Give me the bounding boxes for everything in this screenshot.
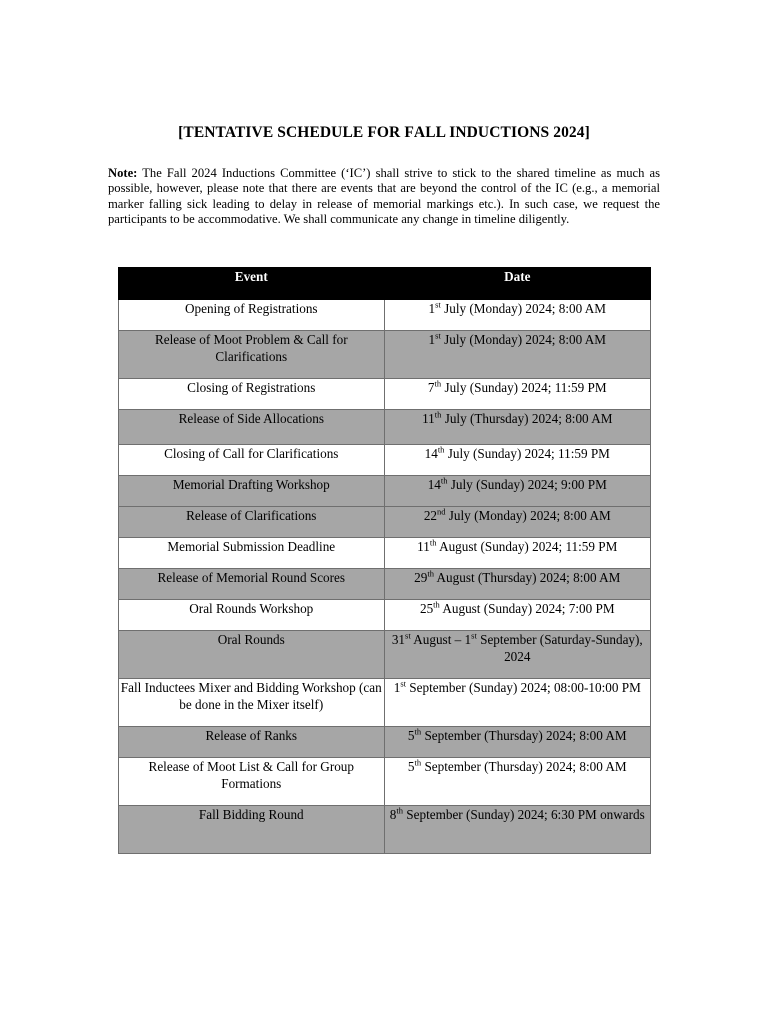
event-cell: Oral Rounds (119, 631, 385, 679)
date-cell: 29th August (Thursday) 2024; 8:00 AM (384, 569, 650, 600)
event-cell: Release of Moot Problem & Call for Clarifications (119, 331, 385, 379)
event-cell: Fall Bidding Round (119, 806, 385, 854)
note-text: The Fall 2024 Inductions Committee (‘IC’) shall strive to stick to the shared timeline as much as possible, however, please note that there are events that are beyond the control of the IC (e.g., a memorial marker falling sick leading to delay in release of memorial markings etc.). In such case, we request the participants to be accommodative. We shall communicate any change in timeline diligently. (108, 166, 660, 226)
date-cell: 8th September (Sunday) 2024; 6:30 PM onwards (384, 806, 650, 854)
event-cell: Memorial Submission Deadline (119, 538, 385, 569)
table-header-row (119, 268, 651, 300)
date-cell: 31st August – 1st September (Saturday-Sunday), 2024 (384, 631, 650, 679)
event-cell: Opening of Registrations (119, 300, 385, 331)
table-row (119, 600, 651, 631)
date-cell: 1st July (Monday) 2024; 8:00 AM (384, 300, 650, 331)
event-cell: Release of Memorial Round Scores (119, 569, 385, 600)
date-cell: 11th August (Sunday) 2024; 11:59 PM (384, 538, 650, 569)
table-row (119, 445, 651, 476)
date-cell: 22nd July (Monday) 2024; 8:00 AM (384, 507, 650, 538)
date-cell: 5th September (Thursday) 2024; 8:00 AM (384, 758, 650, 806)
event-cell: Release of Clarifications (119, 507, 385, 538)
table-row (119, 300, 651, 331)
schedule-table (118, 267, 651, 854)
table-row (119, 538, 651, 569)
event-cell: Closing of Call for Clarifications (119, 445, 385, 476)
table-row (119, 410, 651, 445)
table-row (119, 631, 651, 679)
event-cell: Oral Rounds Workshop (119, 600, 385, 631)
table-row (119, 507, 651, 538)
event-cell: Fall Inductees Mixer and Bidding Workshop (can be done in the Mixer itself) (119, 679, 385, 727)
note-paragraph (108, 166, 660, 227)
event-cell: Release of Ranks (119, 727, 385, 758)
header-event: Event (119, 268, 385, 300)
note-label: Note: (108, 166, 138, 180)
table-row (119, 758, 651, 806)
date-cell: 25th August (Sunday) 2024; 7:00 PM (384, 600, 650, 631)
table-row (119, 679, 651, 727)
date-cell: 14th July (Sunday) 2024; 11:59 PM (384, 445, 650, 476)
date-cell: 1st July (Monday) 2024; 8:00 AM (384, 331, 650, 379)
date-cell: 14th July (Sunday) 2024; 9:00 PM (384, 476, 650, 507)
event-cell: Release of Moot List & Call for Group Formations (119, 758, 385, 806)
event-cell: Closing of Registrations (119, 379, 385, 410)
date-cell: 11th July (Thursday) 2024; 8:00 AM (384, 410, 650, 445)
table-row (119, 379, 651, 410)
event-cell: Release of Side Allocations (119, 410, 385, 445)
date-cell: 7th July (Sunday) 2024; 11:59 PM (384, 379, 650, 410)
table-row (119, 476, 651, 507)
date-cell: 1st September (Sunday) 2024; 08:00-10:00 PM (384, 679, 650, 727)
table-row (119, 331, 651, 379)
event-cell: Memorial Drafting Workshop (119, 476, 385, 507)
header-date: Date (384, 268, 650, 300)
table-row (119, 727, 651, 758)
table-row (119, 569, 651, 600)
document-title: [TENTATIVE SCHEDULE FOR FALL INDUCTIONS 2024] (178, 124, 590, 141)
date-cell: 5th September (Thursday) 2024; 8:00 AM (384, 727, 650, 758)
table-row (119, 806, 651, 854)
